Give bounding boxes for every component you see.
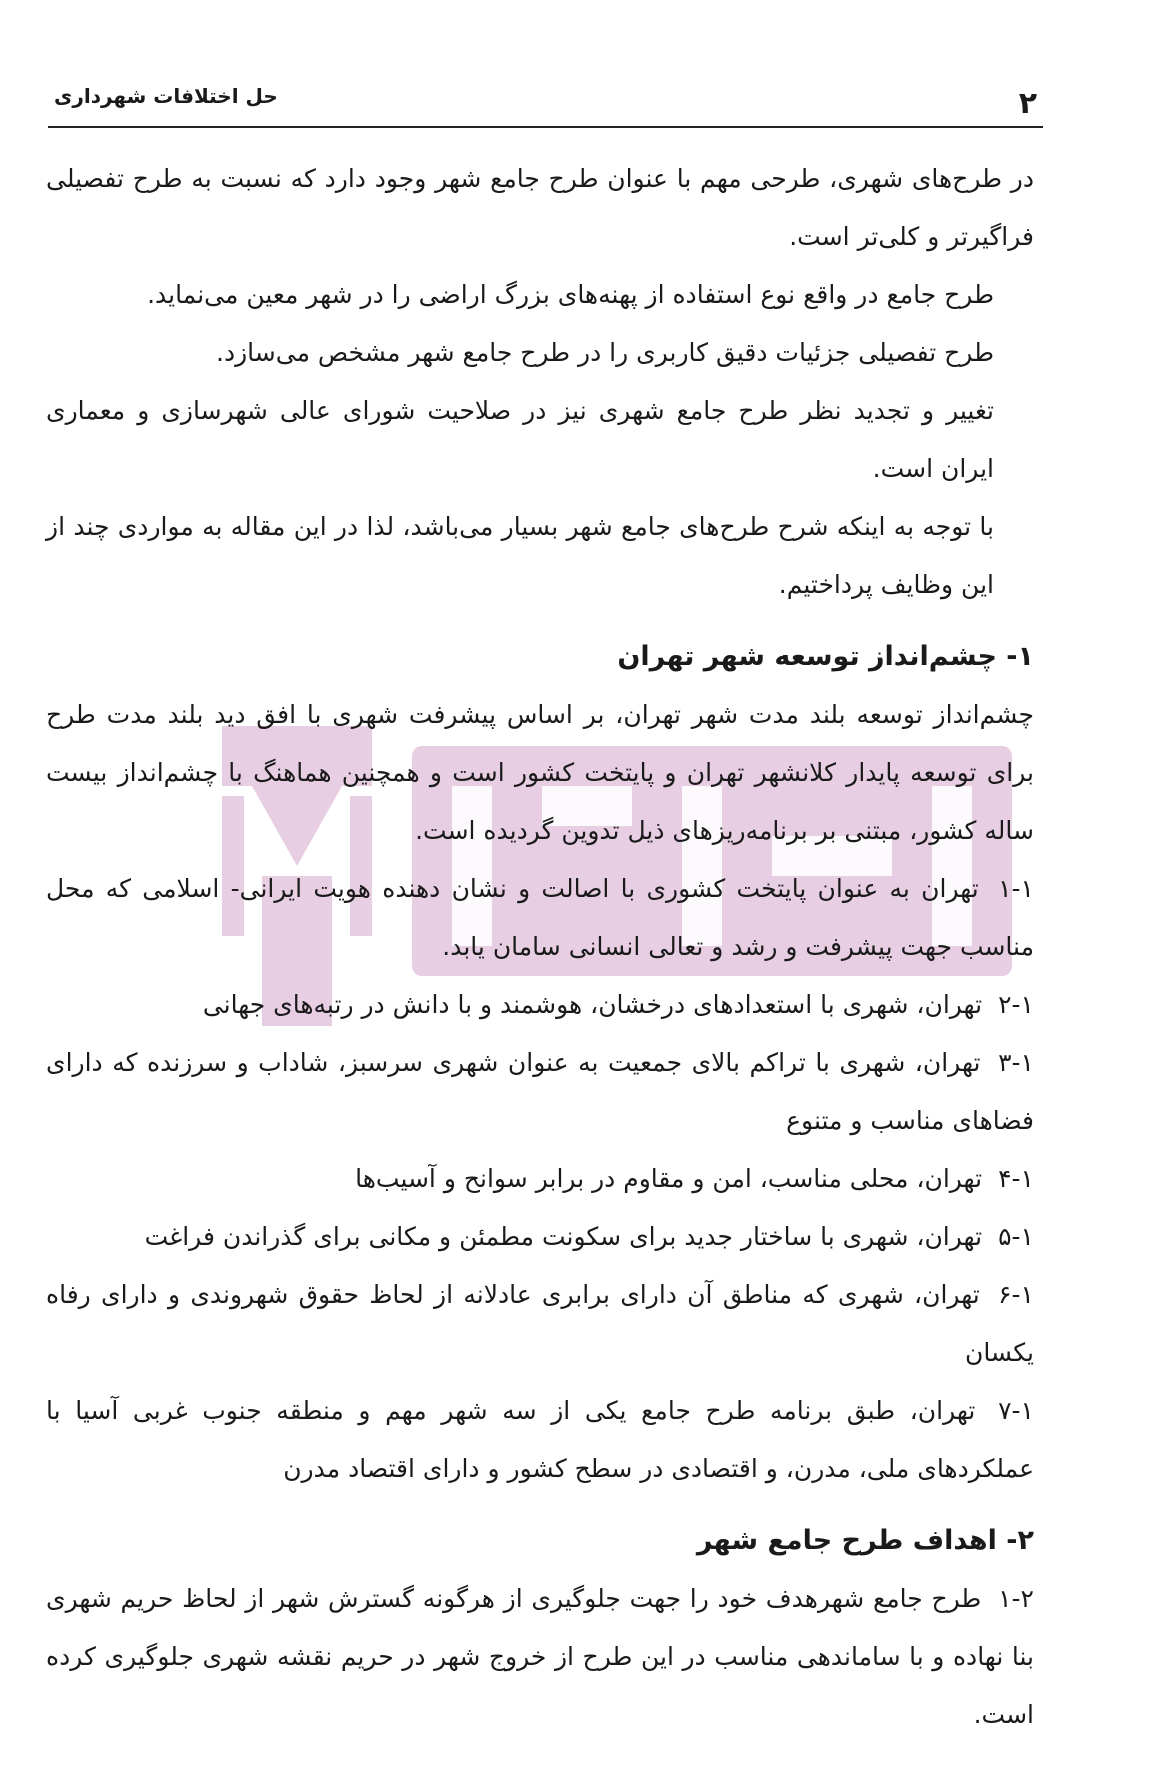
intro-paragraph-4: تغییر و تجدید نظر طرح جامع شهری نیز در صلاحیت شورای عالی شهرسازی و معماری ایران است. — [46, 396, 994, 483]
list-item-text: تهران به عنوان پایتخت کشوری با اصالت و نشان دهنده هویت ایرانی- اسلامی که محل مناسب جهت پیشرفت و رشد و تعالی انسانی سامان یابد. — [46, 874, 1034, 961]
list-item — [46, 1034, 1034, 1150]
section-2-heading: ۲- اهداف طرح جامع شهر — [696, 1525, 1034, 1556]
list-item-text: تهران، شهری با ساختار جدید برای سکونت مطمئن و مکانی برای گذراندن فراغت — [144, 1222, 983, 1251]
list-item — [46, 1382, 1034, 1498]
list-item-text: تهران، شهری با تراکم بالای جمعیت به عنوان شهری سرسبز، شاداب و سرزنده که دارای فضاهای مناسب و متنوع — [46, 1048, 1034, 1135]
page-header — [48, 80, 1043, 128]
section-1-paragraph: چشم‌انداز توسعه بلند مدت شهر تهران، بر اساس پیشرفت شهری با افق دید بلند مدت طرح برای توسعه پایدار کلانشهر تهران و پایتخت کشور است و همچنین هماهنگ با چشم‌انداز بیست ساله کشور، مبتنی بر برنامه‌ریزهای ذیل تدوین گردیده است. — [46, 700, 1034, 845]
list-item — [46, 860, 1034, 976]
list-item — [46, 1570, 1034, 1744]
list-item — [46, 976, 1034, 1034]
list-item-text: تهران، طبق برنامه طرح جامع یکی از سه شهر مهم و منطقه جنوب غربی آسیا با عملکردهای ملی، مدرن، و اقتصادی در سطح کشور و دارای اقتصاد مدرن — [46, 1396, 1034, 1483]
list-item-number: ۳-۱ — [998, 1048, 1034, 1077]
list-item-text: طرح جامع شهرهدف خود را جهت جلوگیری از هرگونه گسترش شهر از لحاظ حریم شهری بنا نهاده و با ساماندهی مناسب در این طرح از خروج شهر در حریم نقشه شهری جلوگیری کرده است. — [46, 1584, 1034, 1729]
list-item-number: ۷-۱ — [998, 1396, 1034, 1425]
intro-paragraph-3: طرح تفصیلی جزئیات دقیق کاربری را در طرح جامع شهر مشخص می‌سازد. — [216, 338, 994, 367]
list-item — [46, 1208, 1034, 1266]
intro-paragraph-2: طرح جامع در واقع نوع استفاده از پهنه‌های بزرگ اراضی را در شهر معین می‌نماید. — [147, 280, 994, 309]
list-item-number: ۶-۱ — [998, 1280, 1034, 1309]
list-item — [46, 1266, 1034, 1382]
document-body — [46, 150, 1034, 1744]
list-item-number: ۱-۲ — [998, 1584, 1034, 1613]
running-title: حل اختلافات شهرداری — [54, 84, 278, 108]
page-number: ۲ — [1018, 86, 1037, 121]
list-item-text: تهران، شهری که مناطق آن دارای برابری عادلانه از لحاظ حقوق شهروندی و دارای رفاه یکسان — [46, 1280, 1034, 1367]
list-item-number: ۵-۱ — [998, 1222, 1034, 1251]
list-item-number: ۲-۱ — [998, 990, 1034, 1019]
intro-paragraph-5: با توجه به اینکه شرح طرح‌های جامع شهر بسیار می‌باشد، لذا در این مقاله به مواردی چند از این وظایف پرداختیم. — [46, 512, 994, 599]
intro-paragraph-1: در طرح‌های شهری، طرحی مهم با عنوان طرح جامع شهر وجود دارد که نسبت به طرح تفصیلی فراگیرتر و کلی‌تر است. — [46, 164, 1034, 251]
list-item-number: ۱-۱ — [998, 874, 1034, 903]
list-item — [46, 1150, 1034, 1208]
list-item-text: تهران، محلی مناسب، امن و مقاوم در برابر سوانح و آسیب‌ها — [355, 1164, 983, 1193]
section-1-heading: ۱- چشم‌انداز توسعه شهر تهران — [617, 641, 1034, 672]
list-item-text: تهران، شهری با استعدادهای درخشان، هوشمند و با دانش در رتبه‌های جهانی — [202, 990, 983, 1019]
list-item-number: ۴-۱ — [998, 1164, 1034, 1193]
